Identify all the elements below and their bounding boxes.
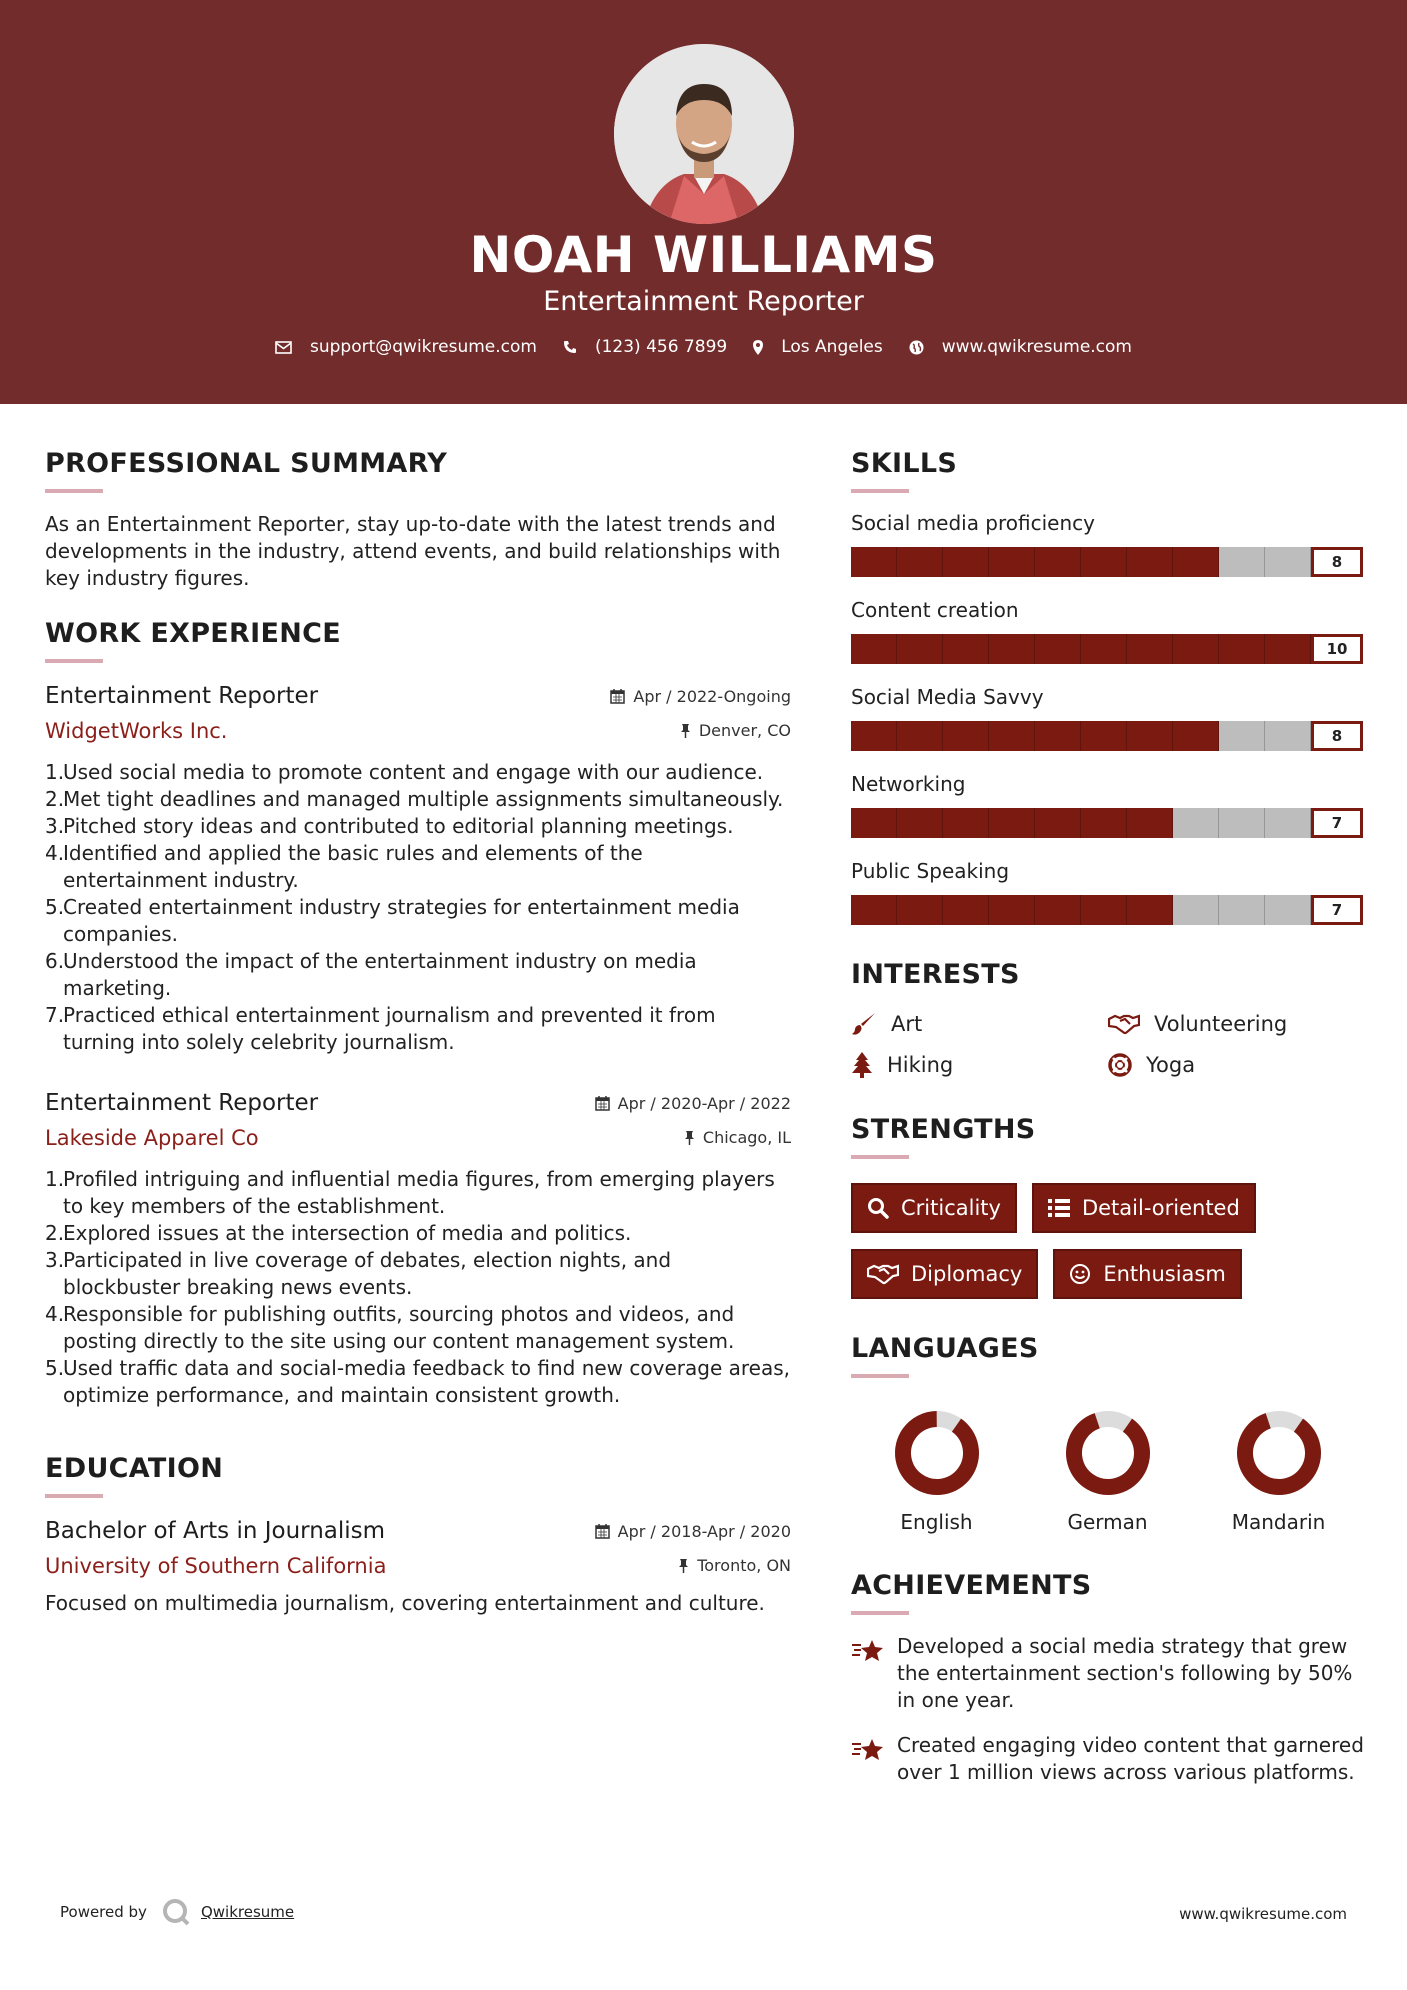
job-company: Lakeside Apparel Co [45, 1126, 259, 1150]
globe-icon [909, 340, 924, 355]
language-proficiency-donut [1234, 1408, 1324, 1498]
interests-heading: INTERESTS [851, 959, 1020, 990]
interests-list [851, 1012, 1366, 1078]
job-date [610, 687, 791, 706]
job-date [595, 1094, 791, 1113]
contact-phone[interactable] [563, 337, 727, 357]
education-date [595, 1522, 791, 1541]
skill-name: Networking [851, 772, 966, 796]
list-item: 2. Met tight deadlines and managed multiple assignments simultaneously. [45, 787, 784, 811]
skill-segment [1265, 634, 1311, 664]
location-text: Los Angeles [781, 337, 883, 357]
list-item: 7. Practiced ethical entertainment journalism and prevented it from turning into solely celebrity journalism. [45, 1003, 716, 1054]
achievement-item [851, 1732, 1366, 1786]
summary-section [45, 448, 791, 592]
skill-segment [1219, 634, 1265, 664]
list-item: 3. Pitched story ideas and contributed to editorial planning meetings. [45, 814, 734, 838]
job-entry [45, 1090, 791, 1409]
paintbrush-icon [851, 1012, 877, 1036]
tree-icon [851, 1052, 873, 1078]
list-item: 1. Profiled intriguing and influential media figures, from emerging players to key members of the establishment. [45, 1167, 775, 1218]
heading-underline [45, 1494, 103, 1498]
list-item: 6. Understood the impact of the entertainment industry on media marketing. [45, 949, 697, 1000]
skill-segment [1265, 721, 1311, 751]
skill-segment [989, 721, 1035, 751]
pushpin-icon [684, 1131, 695, 1145]
footer-powered-by [60, 1897, 294, 1927]
strength-badge: Enthusiasm [1053, 1249, 1241, 1299]
skill-segment [1173, 808, 1219, 838]
education-section [45, 1453, 791, 1617]
achievement-item [851, 1633, 1366, 1714]
skill-segment [1219, 895, 1265, 925]
list-item: 2. Explored issues at the intersection of media and politics. [45, 1221, 632, 1245]
job-title: Entertainment Reporter [45, 683, 319, 709]
skill-level-value: 7 [1311, 895, 1363, 925]
skill-name: Content creation [851, 598, 1019, 622]
strengths-section [851, 1114, 1366, 1299]
profile-photo [614, 44, 794, 224]
skill-segment [1035, 808, 1081, 838]
achievement-text: Developed a social media strategy that grew the entertainment section's following by 50% in one year. [897, 1634, 1353, 1712]
powered-by-label: Powered by [60, 1903, 147, 1921]
handshake-icon [867, 1263, 899, 1285]
skill-segment [897, 895, 943, 925]
skill-level-value: 7 [1311, 808, 1363, 838]
skill-segment [851, 721, 897, 751]
email-text: support@qwikresume.com [310, 337, 537, 357]
map-pin-icon [753, 340, 763, 355]
list-icon [1048, 1199, 1070, 1217]
skill-segment [897, 634, 943, 664]
skill-segment [1173, 721, 1219, 751]
skill-level-bar [851, 721, 1363, 751]
job-entry [45, 683, 791, 1056]
skill-segment [851, 634, 897, 664]
footer-website[interactable]: www.qwikresume.com [1179, 1905, 1347, 1923]
resume-header [0, 0, 1407, 404]
job-location-text: Chicago, IL [702, 1128, 791, 1147]
skill-segment [1127, 721, 1173, 751]
skill-segment [943, 634, 989, 664]
list-item: 5. Used traffic data and social-media feedback to find new coverage areas, optimize performance, and maintain consistent growth. [45, 1356, 790, 1407]
skill-item [851, 685, 1366, 751]
lifebuoy-icon [1108, 1053, 1132, 1077]
strengths-heading: STRENGTHS [851, 1114, 1036, 1145]
language-label: English [900, 1510, 973, 1534]
skill-segment [1035, 721, 1081, 751]
language-proficiency-donut [892, 1408, 982, 1498]
list-item: 1. Used social media to promote content and engage with our audience. [45, 760, 764, 784]
skill-segment [1127, 634, 1173, 664]
heading-underline [851, 489, 909, 493]
skill-segment [989, 895, 1035, 925]
skill-segment [1219, 547, 1265, 577]
skill-level-value: 8 [1311, 547, 1363, 577]
skill-segment [1081, 721, 1127, 751]
job-company: WidgetWorks Inc. [45, 719, 228, 743]
skill-segment [1173, 547, 1219, 577]
skills-list [851, 511, 1366, 925]
skill-item [851, 772, 1366, 838]
skill-segment [897, 547, 943, 577]
skills-heading: SKILLS [851, 448, 958, 479]
phone-text: (123) 456 7899 [594, 337, 728, 357]
list-item: 4. Responsible for publishing outfits, sourcing photos and videos, and posting directly to the site using our content management system. [45, 1302, 735, 1353]
skill-segment [1035, 547, 1081, 577]
school-name: University of Southern California [45, 1554, 387, 1578]
pushpin-icon [678, 1559, 689, 1573]
skill-segment [1081, 808, 1127, 838]
calendar-icon [610, 689, 625, 704]
achievements-section [851, 1570, 1366, 1786]
skill-segment [1173, 895, 1219, 925]
skill-segment [1173, 634, 1219, 664]
skill-segment [851, 895, 897, 925]
interest-item: Hiking [851, 1052, 1108, 1078]
skill-segment [1081, 895, 1127, 925]
skill-segment [1265, 895, 1311, 925]
heading-underline [45, 659, 103, 663]
contact-location [753, 337, 883, 357]
heading-underline [851, 1611, 909, 1615]
skill-segment [943, 547, 989, 577]
smile-icon [1069, 1263, 1091, 1285]
skill-segment [943, 721, 989, 751]
envelope-icon [275, 341, 292, 354]
skill-level-bar [851, 808, 1363, 838]
heading-underline [45, 489, 103, 493]
achievement-text: Created engaging video content that garnered over 1 million views across various platforms. [897, 1733, 1364, 1784]
heading-underline [851, 1155, 909, 1159]
skill-level-bar [851, 895, 1363, 925]
skill-segment [897, 808, 943, 838]
skill-level-value: 10 [1311, 634, 1363, 664]
job-location [684, 1128, 791, 1147]
skill-item [851, 511, 1366, 577]
right-column [851, 404, 1366, 1786]
education-location [678, 1556, 791, 1575]
search-icon [867, 1197, 889, 1219]
skill-segment [897, 721, 943, 751]
strength-badge: Diplomacy [851, 1249, 1038, 1299]
languages-heading: LANGUAGES [851, 1333, 1039, 1364]
interests-section [851, 959, 1366, 1078]
skill-level-value: 8 [1311, 721, 1363, 751]
skill-segment [1081, 547, 1127, 577]
degree-title: Bachelor of Arts in Journalism [45, 1518, 386, 1544]
language-proficiency-donut [1063, 1408, 1153, 1498]
job-bullets [45, 1166, 791, 1409]
skill-name: Social media proficiency [851, 511, 1095, 535]
language-item [851, 1408, 1022, 1534]
strength-badge: Criticality [851, 1183, 1017, 1233]
pushpin-icon [680, 724, 691, 738]
contact-bar [0, 337, 1407, 357]
skill-segment [943, 808, 989, 838]
job-date-text: Apr / 2022-Ongoing [633, 687, 791, 706]
skill-segment [1127, 808, 1173, 838]
summary-heading: PROFESSIONAL SUMMARY [45, 448, 448, 479]
education-date-text: Apr / 2018-Apr / 2020 [617, 1522, 791, 1541]
skill-segment [851, 547, 897, 577]
handshake-icon [1108, 1013, 1140, 1035]
heading-underline [851, 1374, 909, 1378]
skill-segment [1265, 808, 1311, 838]
strength-badge: Detail-oriented [1032, 1183, 1256, 1233]
contact-email[interactable] [275, 337, 537, 357]
experience-section [45, 618, 791, 1409]
language-label: German [1067, 1510, 1148, 1534]
candidate-title: Entertainment Reporter [543, 286, 864, 317]
job-location [680, 721, 791, 740]
skill-segment [1219, 721, 1265, 751]
job-date-text: Apr / 2020-Apr / 2022 [617, 1094, 791, 1113]
shooting-star-icon [851, 1637, 885, 1663]
calendar-icon [595, 1096, 610, 1111]
shooting-star-icon [851, 1736, 885, 1762]
language-item [1193, 1408, 1364, 1534]
skill-item [851, 598, 1366, 664]
languages-section [851, 1333, 1366, 1534]
skill-segment [1127, 547, 1173, 577]
skill-level-bar [851, 634, 1363, 664]
calendar-icon [595, 1524, 610, 1539]
job-location-text: Denver, CO [698, 721, 791, 740]
skill-segment [943, 895, 989, 925]
candidate-name: NOAH WILLIAMS [469, 226, 938, 284]
left-column [45, 404, 791, 1617]
skill-segment [851, 808, 897, 838]
language-label: Mandarin [1231, 1510, 1326, 1534]
skill-segment [1035, 634, 1081, 664]
skill-segment [1265, 547, 1311, 577]
interest-item: Yoga [1108, 1052, 1365, 1078]
skill-segment [1219, 808, 1265, 838]
qwikresume-logo-icon [161, 1897, 191, 1927]
person-avatar-icon [614, 44, 794, 224]
skills-section [851, 448, 1366, 925]
job-bullets [45, 759, 791, 1056]
languages-list [851, 1408, 1366, 1534]
list-item: 3. Participated in live coverage of debates, election nights, and blockbuster breaking news events. [45, 1248, 672, 1299]
skill-item [851, 859, 1366, 925]
skill-segment [1081, 634, 1127, 664]
language-item [1022, 1408, 1193, 1534]
interest-item: Art [851, 1012, 1108, 1036]
list-item: 4. Identified and applied the basic rules and elements of the entertainment industry. [45, 841, 643, 892]
experience-heading: WORK EXPERIENCE [45, 618, 341, 649]
contact-website[interactable] [909, 337, 1132, 357]
skill-segment [989, 634, 1035, 664]
qwikresume-link[interactable]: Qwikresume [200, 1903, 295, 1921]
achievements-heading: ACHIEVEMENTS [851, 1570, 1092, 1601]
skill-segment [1127, 895, 1173, 925]
phone-icon [563, 340, 577, 354]
education-location-text: Toronto, ON [697, 1556, 791, 1575]
skill-segment [989, 547, 1035, 577]
skill-segment [1035, 895, 1081, 925]
skill-name: Social Media Savvy [851, 685, 1044, 709]
skill-segment [989, 808, 1035, 838]
website-text: www.qwikresume.com [941, 337, 1132, 357]
list-item: 5. Created entertainment industry strategies for entertainment media companies. [45, 895, 740, 946]
skill-level-bar [851, 547, 1363, 577]
summary-text: As an Entertainment Reporter, stay up-to-date with the latest trends and developments in the industry, attend events, and build relationships with key industry figures. [45, 512, 781, 590]
education-description: Focused on multimedia journalism, covering entertainment and culture. [45, 1591, 765, 1615]
skill-name: Public Speaking [851, 859, 1010, 883]
job-title: Entertainment Reporter [45, 1090, 319, 1116]
education-heading: EDUCATION [45, 1453, 224, 1484]
interest-item: Volunteering [1108, 1012, 1365, 1036]
